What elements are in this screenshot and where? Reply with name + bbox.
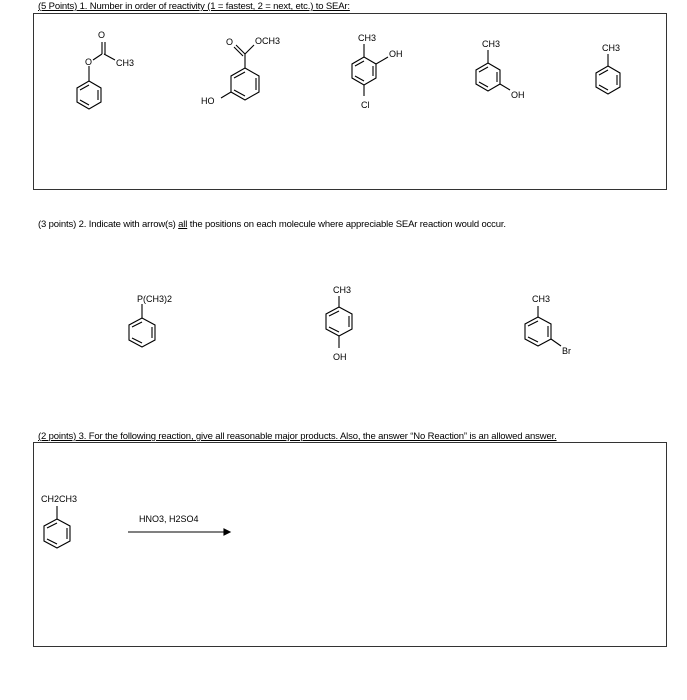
carbonyl-oxygen: O	[98, 30, 106, 40]
reagents-label: HNO3, H2SO4	[139, 514, 199, 524]
q1-molecule-methyl-hydroxybenzoate	[201, 36, 280, 106]
benzene-ring	[231, 68, 259, 100]
phosphino-label: P(CH3)2	[137, 294, 173, 304]
methyl-label: CH3	[116, 58, 135, 68]
hydroxy-label: OH	[511, 90, 525, 100]
q2-molecule-bromotoluene	[525, 294, 571, 356]
carbonyl-oxygen: O	[226, 37, 234, 47]
q1-molecule-chloro-hydroxytoluene	[352, 33, 403, 110]
q1-molecule-phenyl-acetate	[77, 30, 134, 109]
hydroxy-label: HO	[201, 96, 215, 106]
methyl-label: CH3	[358, 33, 377, 43]
q3-reactant-ethylbenzene	[41, 494, 77, 548]
methyl-label: CH3	[602, 43, 621, 53]
q3-prompt: (2 points) 3. For the following reaction, give all reasonable major products. Also, the answer “No Reaction” is an allowed answer.	[38, 431, 557, 442]
methyl-label: CH3	[333, 285, 352, 295]
q2-prompt-suffix: the positions on each molecule where appreciable SEAr reaction would occur.	[187, 219, 506, 230]
ester-oxygen: O	[85, 57, 93, 67]
bromo-label: Br	[562, 346, 571, 356]
q1-molecule-m-cresol	[476, 39, 525, 100]
q2-molecule-p-cresol	[326, 285, 352, 362]
methyl-label: CH3	[532, 294, 551, 304]
methyl-label: CH3	[482, 39, 501, 49]
q3-reaction-arrow	[128, 514, 230, 535]
q1-prompt: (5 Points) 1. Number in order of reactivity (1 = fastest, 2 = next, etc.) to SEAr:	[38, 1, 350, 12]
hydroxy-label: OH	[389, 49, 403, 59]
q1-molecule-toluene	[596, 43, 620, 94]
q2-molecule-phosphinobenzene	[129, 294, 172, 347]
methoxy-label: OCH3	[255, 36, 281, 46]
chloro-label: Cl	[361, 100, 370, 110]
q2-prompt-all: all	[178, 219, 188, 230]
hydroxy-label: OH	[333, 352, 347, 362]
arrow-head	[224, 529, 230, 535]
ethyl-label: CH2CH3	[41, 494, 78, 504]
q2-prompt-prefix: (3 points) 2. Indicate with arrow(s)	[38, 219, 179, 230]
